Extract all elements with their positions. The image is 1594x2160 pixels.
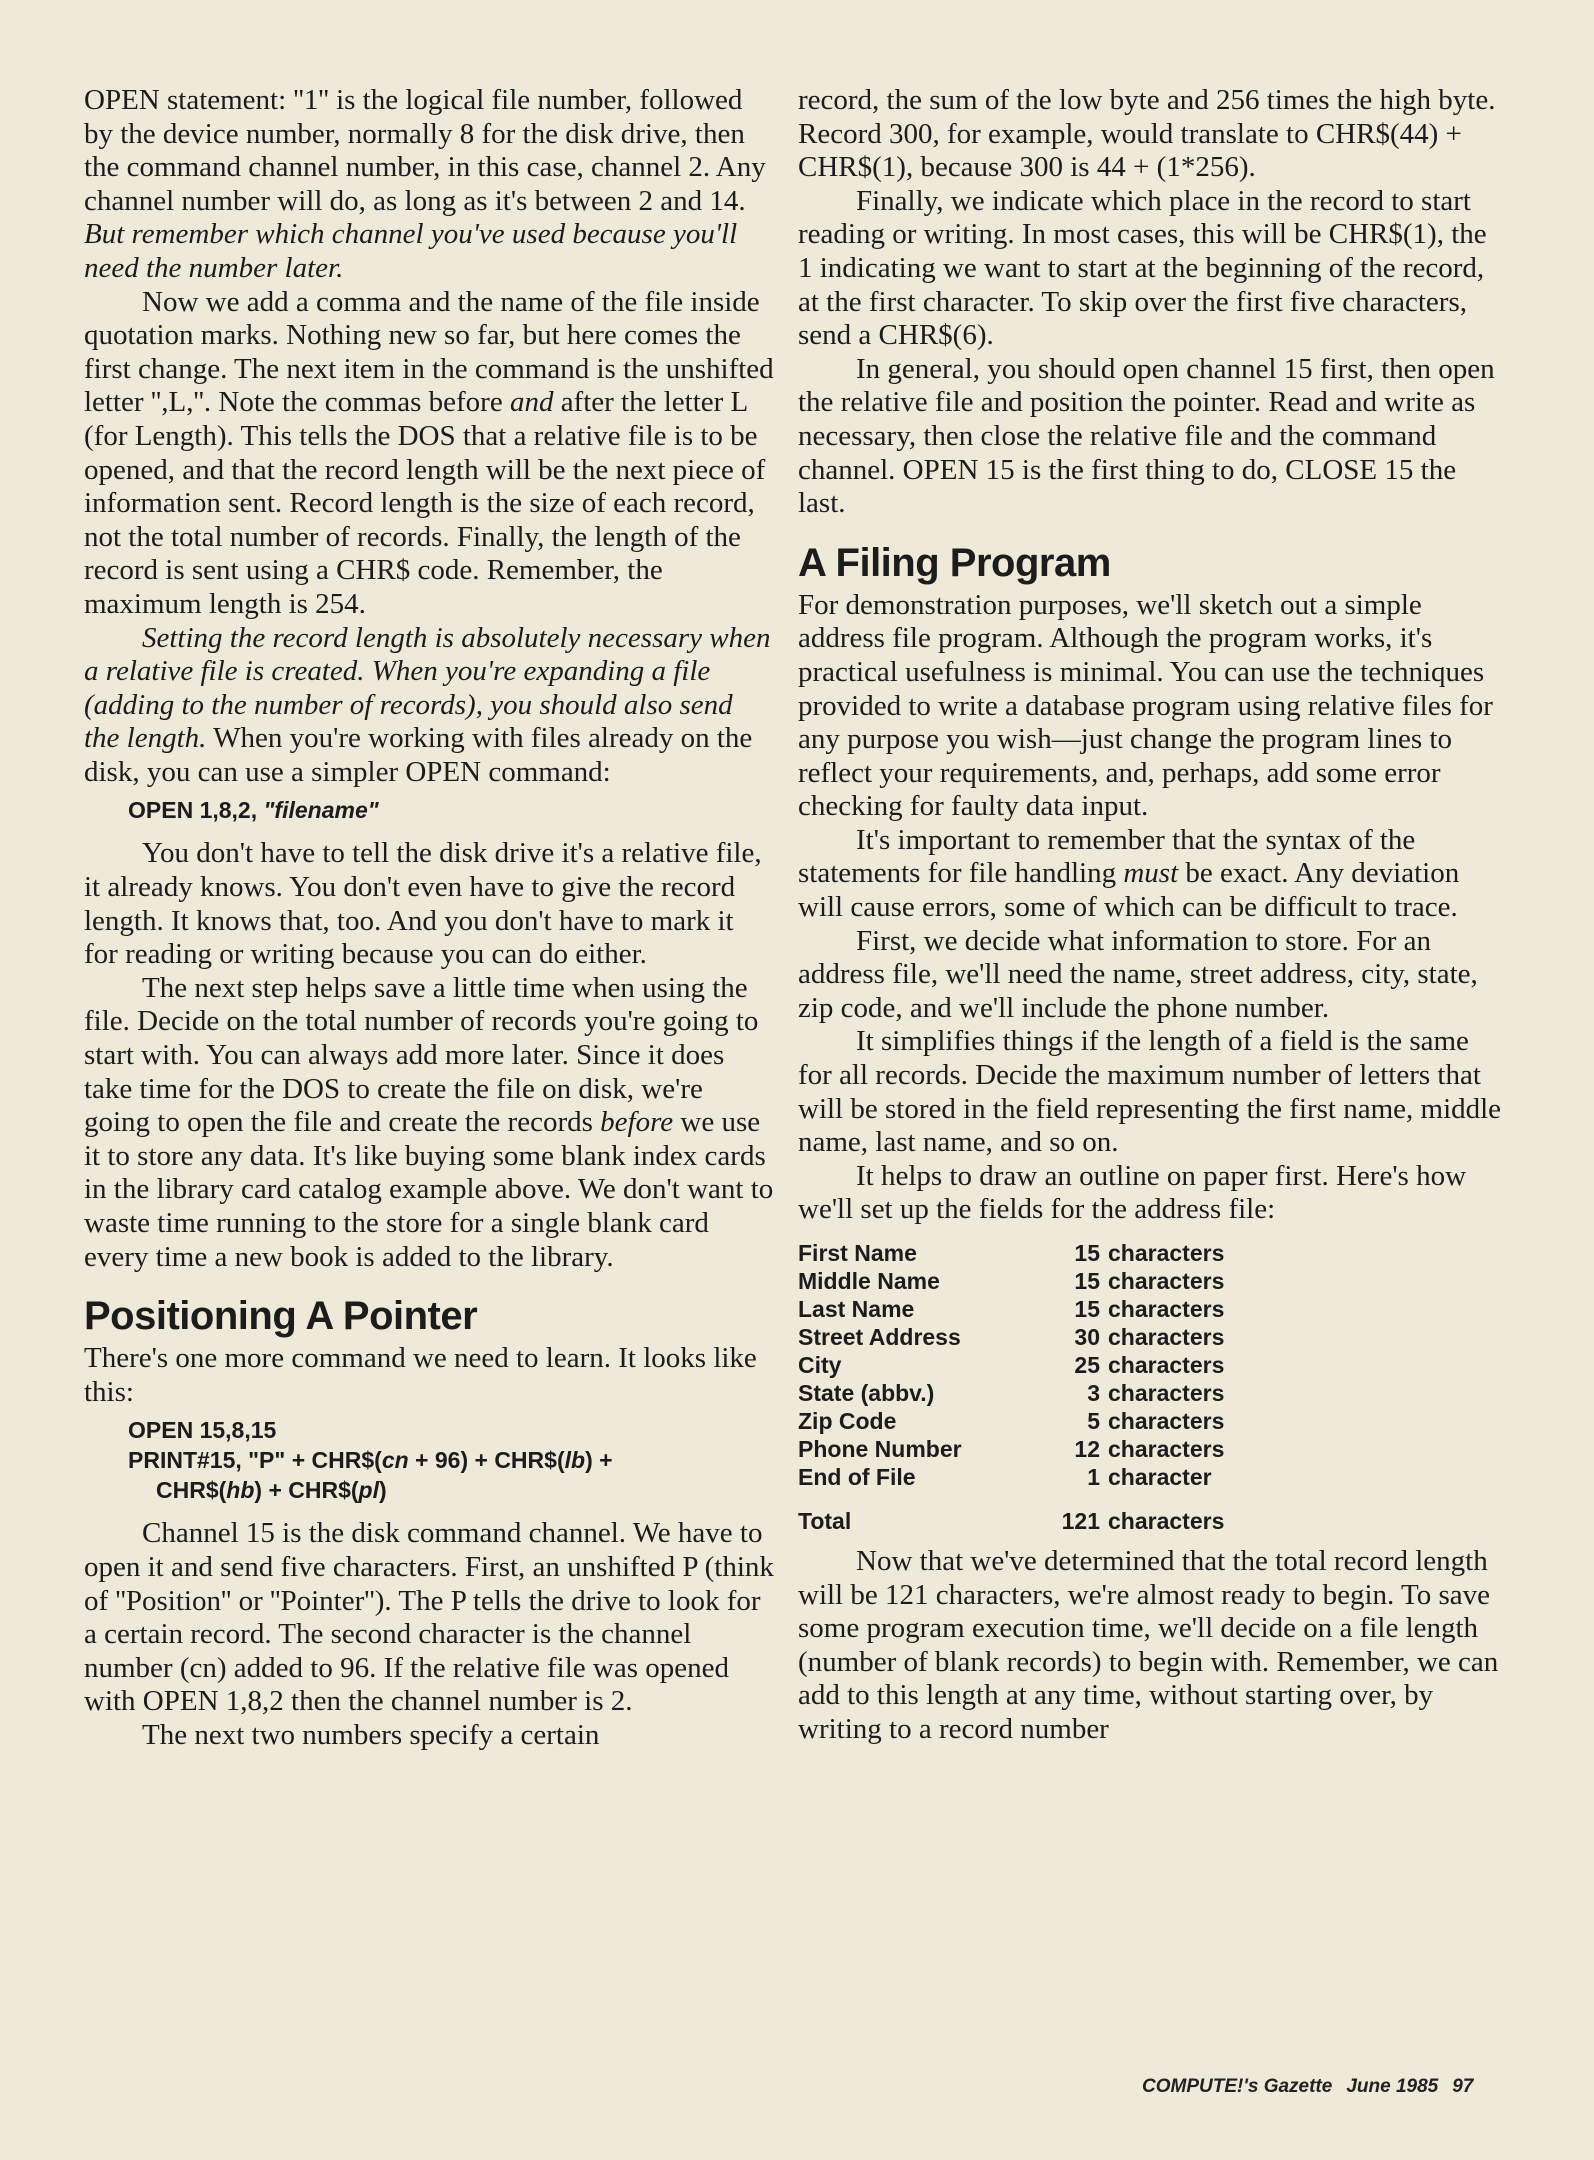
paragraph: It simplifies things if the length of a field is the same for all records. Decide the maximum number of letters that will be stored in the field representing the first name, middle name, last name, and so on. bbox=[798, 1025, 1502, 1159]
table-row: State (abbv.) 3 characters bbox=[798, 1379, 1225, 1406]
table-row: City 25 characters bbox=[798, 1351, 1225, 1378]
paragraph: Now that we've determined that the total record length will be 121 characters, we're almost ready to begin. To save some program execution time, we'll decide on a file length (number of blank records) to begin with. Remember, we can add to this length at any time, without starting over, by writing to a record number bbox=[798, 1545, 1499, 1745]
table-row: Middle Name 15 characters bbox=[798, 1267, 1225, 1294]
table-row: Phone Number 12 characters bbox=[798, 1435, 1225, 1462]
table-row: Last Name 15 characters bbox=[798, 1295, 1225, 1322]
paragraph: Setting the record length is absolutely necessary when a relative file is created. When you're expanding a file (adding to the number of records), you should also send the length. When you're working with files already on the disk, you can use a simpler OPEN command: bbox=[84, 621, 771, 788]
paragraph: First, we decide what information to store. For an address file, we'll need the name, street address, city, state, zip code, and we'll include the phone number. bbox=[798, 924, 1478, 1024]
table-row: End of File 1 character bbox=[798, 1463, 1212, 1490]
magazine-name: COMPUTE!'s Gazette bbox=[1142, 2076, 1333, 2097]
table-row: Zip Code 5 characters bbox=[798, 1407, 1225, 1434]
code-open-command: OPEN 1,8,2, "filename" bbox=[128, 797, 379, 824]
paragraph: For demonstration purposes, we'll sketch out a simple address file program. Although the program works, it's practical usefulness is minimal. You can use the techniques provided to write a database program using relative files for any purpose you wish—just change the program lines to reflect your requirements, and, perhaps, add some error checking for faulty data input. bbox=[798, 588, 1493, 823]
paragraph: Now we add a comma and the name of the file inside quotation marks. Nothing new so far, but here comes the first change. The next item in the command is the unshifted letter '',L,''. Note the commas before and after the letter L (for Length). This tells the DOS that a relative file is to be opened, and that the record length will be the next piece of information sent. Record length is the size of each record, not the total number of records. Finally, the length of the record is sent using a CHR$ code. Remember, the maximum length is 254. bbox=[84, 285, 774, 620]
paragraph: The next step helps save a little time when using the file. Decide on the total number of records you're going to start with. You can always add more later. Since it does take time for the DOS to create the file on disk, we're going to open the file and create the records before we use it to store any data. It's like buying some blank index cards in the library card catalog example above. We don't want to waste time running to the store for a single blank card every time a new book is added to the library. bbox=[84, 971, 774, 1273]
left-column bbox=[84, 84, 774, 1753]
paragraph: The next two numbers specify a certain bbox=[142, 1718, 600, 1751]
right-column bbox=[798, 84, 1503, 1747]
paragraph: It helps to draw an outline on paper first. Here's how we'll set up the fields for the address file: bbox=[798, 1159, 1467, 1226]
paragraph: OPEN statement: ''1'' is the logical file number, followed by the device number, normally 8 for the disk drive, then the command channel number, in this case, channel 2. Any channel number will do, as long as it's between 2 and 14. But remember which channel you've used because you'll need the number later. bbox=[84, 84, 766, 284]
table-row: Street Address 30 characters bbox=[798, 1323, 1225, 1350]
code-line: OPEN 15,8,15 bbox=[128, 1417, 277, 1444]
code-line: CHR$(hb) + CHR$(pl) bbox=[156, 1477, 387, 1504]
paragraph: Finally, we indicate which place in the record to start reading or writing. In most cases, this will be CHR$(1), the 1 indicating we want to start at the beginning of the record, at the first character. To skip over the first five characters, send a CHR$(6). bbox=[798, 184, 1487, 352]
section-heading: Positioning A Pointer bbox=[84, 1294, 478, 1339]
paragraph: You don't have to tell the disk drive it's a relative file, it already knows. You don't even have to give the record length. It knows that, too. And you don't have to mark it for reading or writing because you can do either. bbox=[84, 837, 762, 971]
code-pointer-command bbox=[128, 1415, 774, 1505]
section-heading: A Filing Program bbox=[798, 540, 1111, 585]
issue-date: June 1985 bbox=[1346, 2076, 1439, 2097]
paragraph: It's important to remember that the syntax of the statements for file handling must be exact. Any deviation will cause errors, some of which can be difficult to trace. bbox=[798, 823, 1460, 924]
paragraph: There's one more command we need to learn. It looks like this: bbox=[84, 1342, 757, 1408]
page-footer bbox=[1142, 2076, 1487, 2098]
field-length-table bbox=[798, 1239, 1224, 1535]
table-row: First Name 15 characters bbox=[798, 1239, 1225, 1266]
paragraph: Channel 15 is the disk command channel. We have to open it and send five characters. First, an unshifted P (think of ''Position'' or ''Pointer''). The P tells the drive to look for a certain record. The second character is the channel number (cn) added to 96. If the relative file was opened with OPEN 1,8,2 then the channel number is 2. bbox=[84, 1517, 774, 1718]
paragraph: In general, you should open channel 15 first, then open the relative file and position the pointer. Read and write as necessary, then close the relative file and the command channel. OPEN 15 is the first thing to do, CLOSE 15 the last. bbox=[798, 352, 1495, 520]
paragraph: record, the sum of the low byte and 256 times the high byte. Record 300, for example, would translate to CHR$(44) + CHR$(1), because 300 is 44 + (1*256). bbox=[798, 84, 1496, 184]
page-number: 97 bbox=[1452, 2076, 1474, 2097]
table-total-row: Total 121 characters bbox=[798, 1507, 1225, 1534]
code-line: PRINT#15, "P" + CHR$(cn + 96) + CHR$(lb) + bbox=[128, 1447, 613, 1474]
